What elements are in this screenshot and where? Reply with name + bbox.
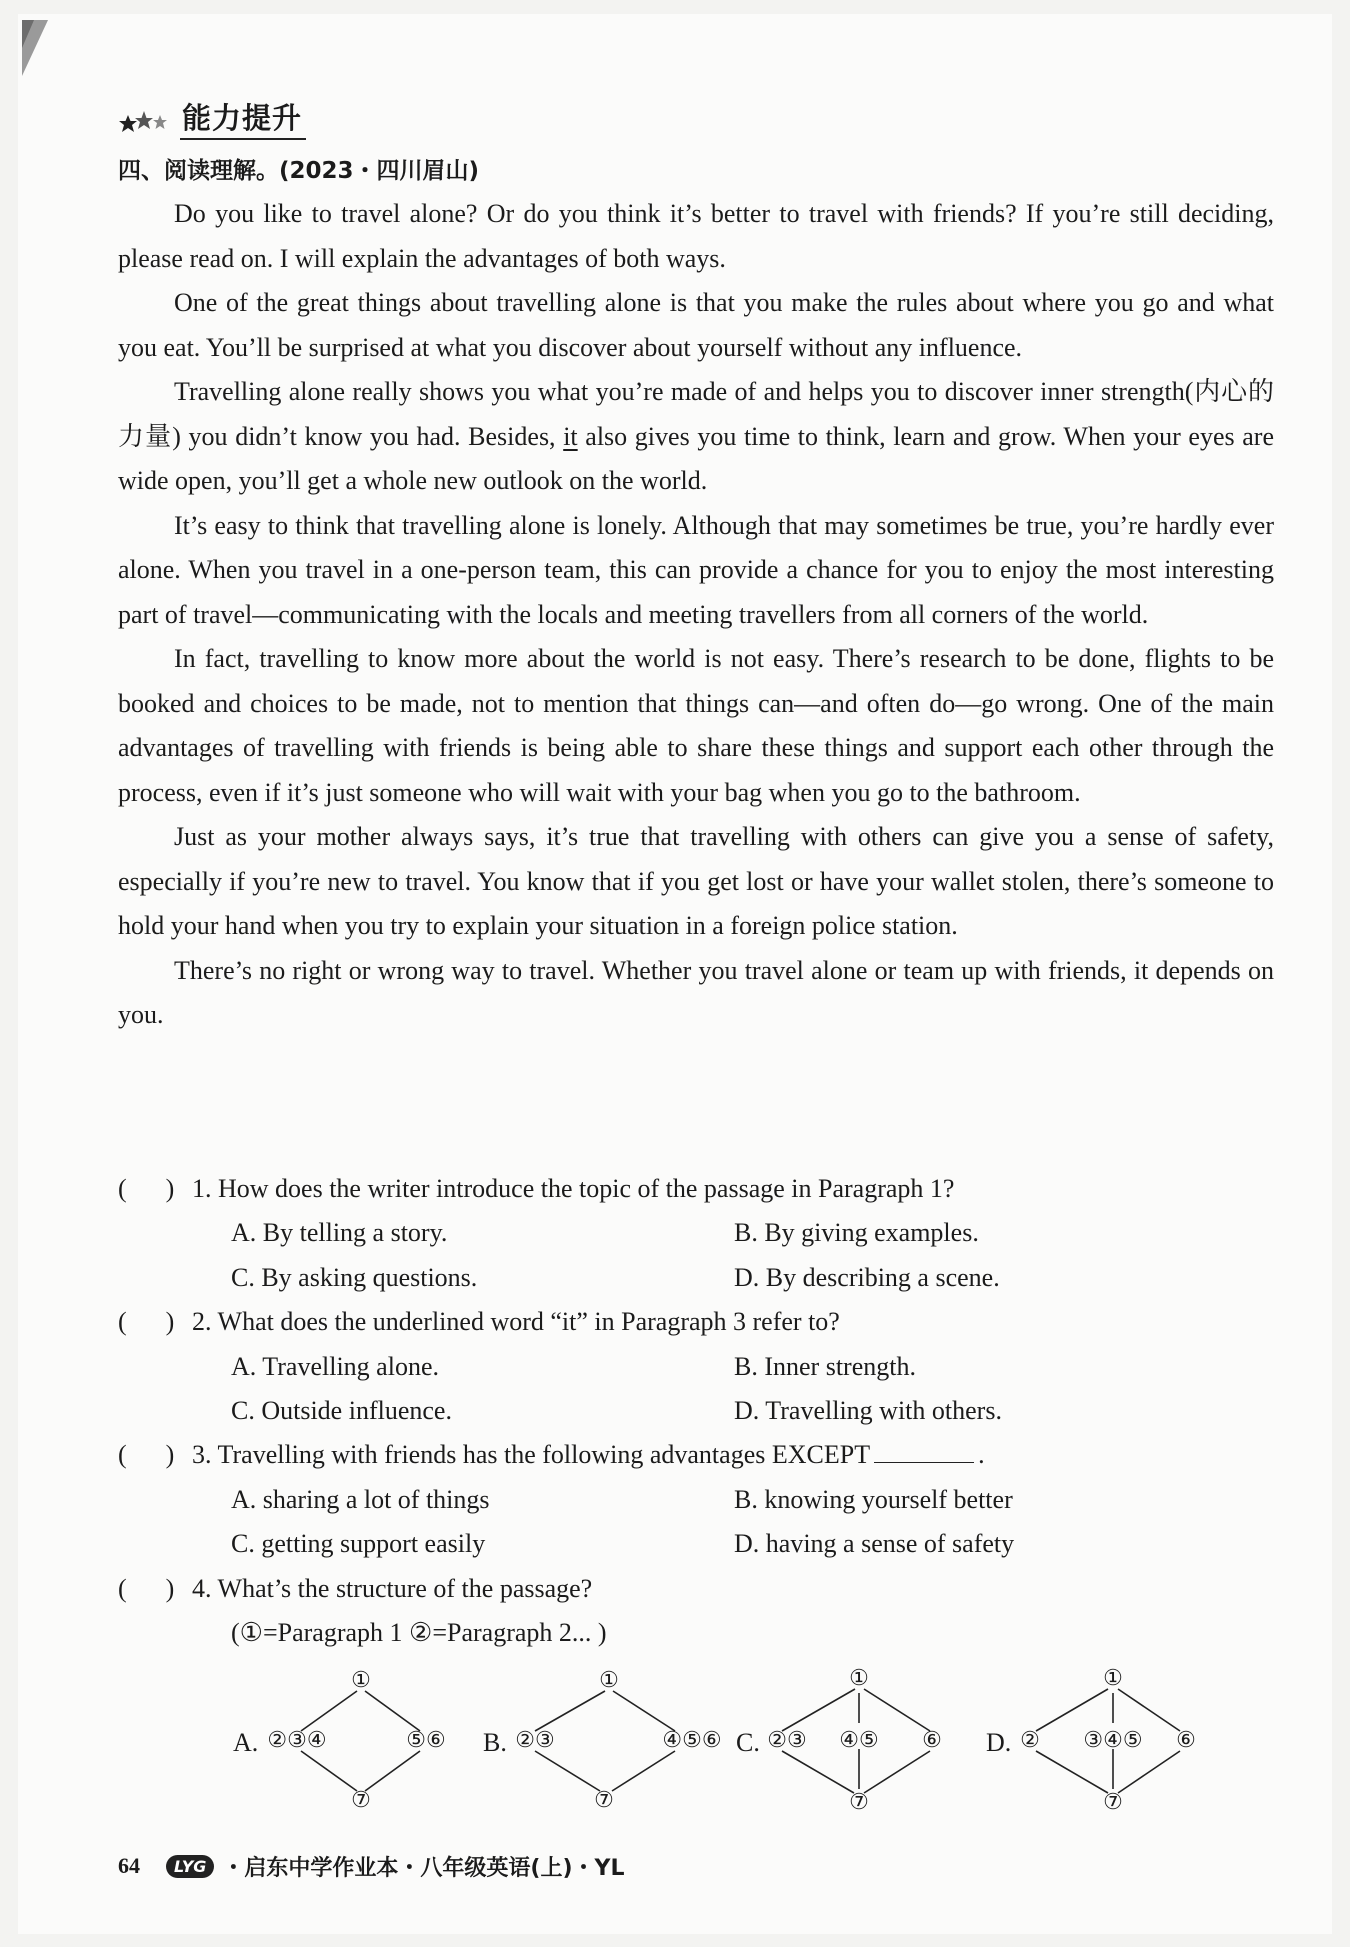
answer-blank[interactable]: ( ) — [118, 1307, 175, 1337]
diagram-canvas — [230, 1665, 1230, 1815]
paragraph-3 — [118, 370, 1274, 504]
paragraph-4: It’s easy to think that travelling alone is lonely. Although that may sometimes be true, you’re hardly ever alone. When you travel in a one-person team, this can provide a chance for you to enjoy the most interesting part of travel—communicating with the locals and meeting travellers from all corners of the world. — [118, 510, 1274, 629]
option-d: D. having a sense of safety — [734, 1529, 1015, 1559]
section-label: 四、阅读理解。(2023・四川眉山) — [118, 158, 480, 184]
option-c: C. getting support easily — [231, 1529, 486, 1559]
option-a: A. sharing a lot of things — [231, 1484, 490, 1514]
section-header — [118, 96, 306, 140]
paragraph-6: Just as your mother always says, it’s true that travelling with others can give you a sense of safety, especially if you’re new to travel. You know that if you get lost or have your wallet stolen, there’s someone to hold your hand when you try to explain your situation in a foreign police station. — [118, 822, 1274, 940]
diagram-b-bottom: ⑦ — [594, 1787, 614, 1812]
question-2 — [118, 1300, 1274, 1344]
question-1 — [118, 1167, 1274, 1211]
option-c: C. By asking questions. — [231, 1262, 478, 1292]
question-stem: 1. How does the writer introduce the topic of the passage in Paragraph 1? — [192, 1174, 955, 1203]
question-stem-end: . — [978, 1440, 985, 1470]
page-footer — [118, 1848, 624, 1884]
paragraph-1: Do you like to travel alone? Or do you think it’s better to travel with friends? If you’re still deciding, please read on. I will explain the advantages of both ways. — [118, 199, 1274, 273]
diagram-c-top: ① — [849, 1665, 869, 1690]
diagram-d-label: D. — [986, 1728, 1012, 1757]
answer-blank[interactable]: ( ) — [118, 1174, 175, 1203]
answer-blank[interactable]: ( ) — [118, 1573, 175, 1603]
page-corner-mark — [20, 18, 64, 78]
publisher-badge: LYG — [166, 1855, 214, 1878]
section-title: 能力提升 — [180, 96, 306, 140]
question-2-options — [118, 1345, 1274, 1434]
diagram-c-right: ⑥ — [922, 1727, 942, 1752]
diagram-b-right: ④⑤⑥ — [662, 1727, 722, 1752]
stars-icon — [118, 101, 174, 135]
question-3-options — [118, 1478, 1274, 1567]
option-b: B. knowing yourself better — [734, 1484, 1013, 1514]
fill-in-blank — [874, 1436, 974, 1463]
diagram-c-label: C. — [736, 1728, 760, 1757]
paragraph-2: One of the great things about travelling alone is that you make the rules about where you go and what you eat. You’ll be surprised at what you discover about yourself without any influence. — [118, 288, 1274, 362]
diagram-c-left: ②③ — [767, 1727, 807, 1752]
question-4-note: (①=Paragraph 1 ②=Paragraph 2... ) — [231, 1618, 607, 1648]
reading-passage — [118, 192, 1274, 1038]
diagram-a-left: ②③④ — [267, 1727, 327, 1752]
question-4 — [118, 1567, 1274, 1611]
question-1-options — [118, 1211, 1274, 1300]
page-number: 64 — [118, 1853, 140, 1878]
diagram-a-top: ① — [351, 1667, 371, 1692]
option-a: A. By telling a story. — [231, 1218, 448, 1248]
diagram-d-left: ② — [1020, 1727, 1040, 1752]
diagram-a-right: ⑤⑥ — [406, 1727, 446, 1752]
paragraph-3-part-a: Travelling alone really shows you what you’re made of and helps you to discover inner strength(内心的力量) you didn’t know you had. Besides, — [118, 377, 1274, 451]
option-c: C. Outside influence. — [231, 1396, 452, 1426]
footer-text: ・启东中学作业本・八年级英语(上)・YL — [222, 1855, 625, 1881]
answer-blank[interactable]: ( ) — [118, 1440, 175, 1470]
diagram-a-bottom: ⑦ — [351, 1787, 371, 1812]
paragraph-7: There’s no right or wrong way to travel. Whether you travel alone or team up with friends, it depends on you. — [118, 955, 1274, 1029]
question-stem: 4. What’s the structure of the passage? — [192, 1573, 593, 1603]
structure-diagrams — [230, 1665, 1230, 1815]
question-stem: 3. Travelling with friends has the following advantages EXCEPT — [192, 1440, 871, 1470]
option-a: A. Travelling alone. — [231, 1351, 439, 1381]
diagram-d-bottom: ⑦ — [1103, 1789, 1123, 1814]
question-stem: 2. What does the underlined word “it” in Paragraph 3 refer to? — [192, 1307, 840, 1337]
diagram-d-top: ① — [1103, 1665, 1123, 1690]
option-b: B. Inner strength. — [734, 1351, 916, 1381]
option-b: B. By giving examples. — [734, 1218, 979, 1248]
paragraph-3-part-b: also gives you time to think, learn and grow. When your eyes are wide open, you’ll get a whole new outlook on the world. — [118, 421, 1274, 495]
diagram-a-label: A. — [233, 1728, 259, 1757]
diagram-b-top: ① — [599, 1667, 619, 1692]
option-d: D. Travelling with others. — [734, 1396, 1002, 1426]
diagram-c-middle: ④⑤ — [839, 1727, 879, 1752]
diagram-d-middle: ③④⑤ — [1083, 1727, 1143, 1752]
diagram-c-bottom: ⑦ — [849, 1789, 869, 1814]
diagram-b-label: B. — [483, 1728, 507, 1757]
question-3 — [118, 1433, 1274, 1477]
option-d: D. By describing a scene. — [734, 1262, 1000, 1292]
paragraph-5: In fact, travelling to know more about the world is not easy. There’s research to be done, flights to be booked and choices to be made, not to mention that things can—and often do—go wrong. One of the main advantages of travelling with friends is being able to share these things and support each other through the process, even if it’s just someone who will wait with your bag when you go to the bathroom. — [118, 644, 1274, 807]
diagram-b-left: ②③ — [515, 1727, 555, 1752]
underlined-word-it: it — [563, 421, 578, 451]
diagram-d-right: ⑥ — [1176, 1727, 1196, 1752]
questions — [118, 1167, 1274, 1655]
